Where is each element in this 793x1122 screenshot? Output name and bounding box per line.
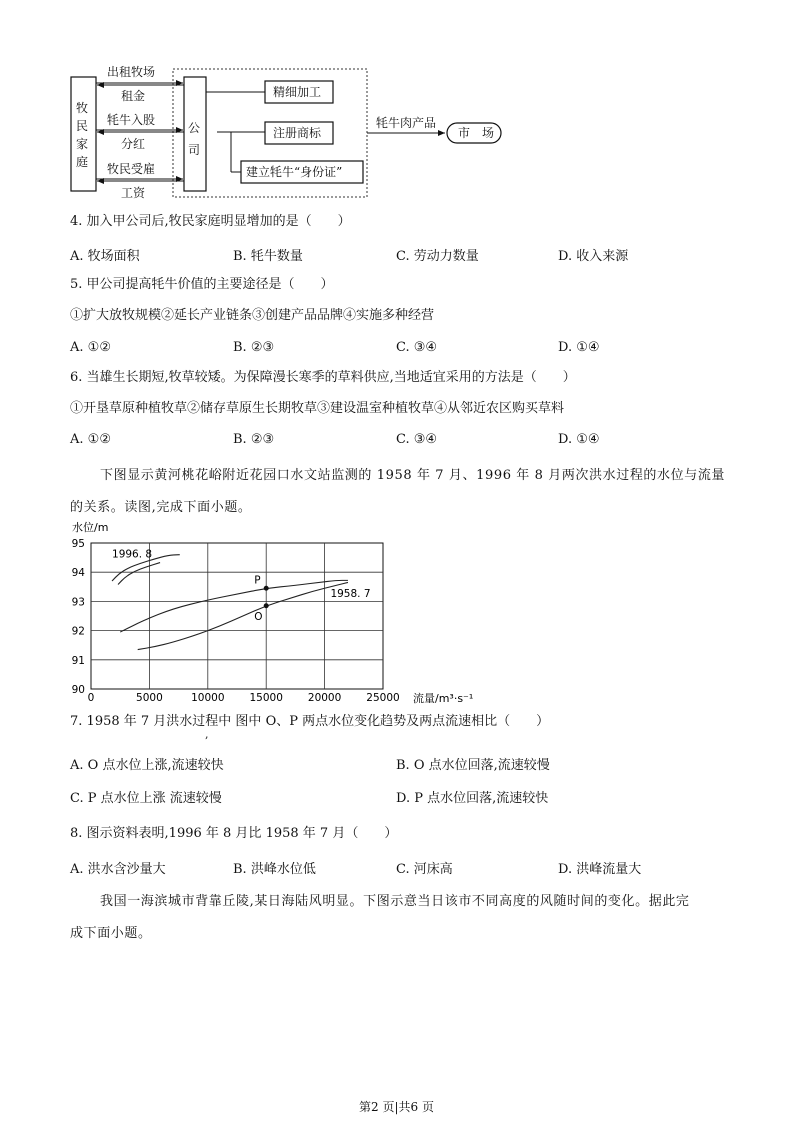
q7-option-b[interactable]: B. O 点水位回落,流速较慢 (396, 758, 550, 773)
passage-2-line-2: 成下面小题。 (70, 926, 152, 941)
q4-option-c[interactable]: C. 劳动力数量 (396, 249, 479, 264)
y-axis-label: 水位/m (72, 521, 109, 534)
q6-option-a[interactable]: A. ①② (70, 432, 111, 447)
q5-option-d[interactable]: D. ①④ (558, 340, 600, 355)
process-label-2: 注册商标 (273, 126, 322, 140)
q7-option-a[interactable]: A. O 点水位上涨,流速较快 (70, 758, 224, 773)
stage-discharge-chart (60, 518, 490, 708)
chart-svg (60, 518, 490, 708)
market-label: 市 场 (458, 126, 495, 140)
point-label-p: P (254, 574, 261, 587)
q4-option-a[interactable]: A. 牧场面积 (70, 249, 140, 264)
x-axis-label: 流量/m³·s⁻¹ (413, 692, 474, 705)
y-tick-label: 90 (71, 684, 85, 696)
label-wage: 工资 (121, 186, 146, 200)
household-label: 牧 民 家 庭 (76, 101, 89, 169)
q5-option-c[interactable]: C. ③④ (396, 340, 438, 355)
q6-option-d[interactable]: D. ①④ (558, 432, 600, 447)
q6-option-b[interactable]: B. ②③ (233, 432, 275, 447)
series-label-1958: 1958. 7 (330, 588, 371, 601)
question-6: 6. 当雄生长期短,牧草较矮。为保障漫长寒季的草料供应,当地适宜采用的方法是（ ） (70, 370, 576, 385)
product-label: 牦牛肉产品 (376, 116, 437, 130)
passage-1-line-2: 的关系。读图,完成下面小题。 (70, 500, 252, 515)
q7-option-d[interactable]: D. P 点水位回落,流速较快 (396, 791, 549, 806)
point-o (264, 603, 269, 608)
x-tick-label: 0 (87, 692, 95, 704)
q8-option-c[interactable]: C. 河床高 (396, 862, 453, 877)
question-6-stem: ①开垦草原种植牧草②储存草原生长期牧草③建设温室种植牧草④从邻近农区购买草料 (70, 401, 565, 416)
question-7: 7. 1958 年 7 月洪水过程中 图中 O、P 两点水位变化趋势及两点流速相比（ ） (70, 714, 550, 729)
stray-comma: , (205, 728, 209, 741)
passage-1-line-1: 下图显示黄河桃花峪附近花园口水文站监测的 1958 年 7 月、1996 年 8 月两次洪水过程的水位与流量 (100, 468, 726, 483)
question-8: 8. 图示资料表明,1996 年 8 月比 1958 年 7 月（ ） (70, 826, 398, 841)
label-employ: 牧民受雇 (107, 162, 156, 176)
series-line-2 (120, 580, 348, 632)
q8-option-b[interactable]: B. 洪峰水位低 (233, 862, 316, 877)
q4-option-d[interactable]: D. 收入来源 (558, 249, 629, 264)
q8-option-a[interactable]: A. 洪水含沙量大 (70, 862, 166, 877)
x-tick-label: 20000 (307, 692, 342, 704)
y-tick-label: 94 (71, 567, 85, 580)
passage-2-line-1: 我国一海滨城市背靠丘陵,某日海陆风明显。下图示意当日该市不同高度的风随时间的变化。据此完 (100, 894, 690, 909)
q8-option-d[interactable]: D. 洪峰流量大 (558, 862, 642, 877)
x-tick-label: 15000 (249, 692, 283, 704)
label-dividend: 分红 (121, 137, 146, 151)
label-lease: 出租牧场 (107, 65, 156, 79)
x-tick-label: 5000 (136, 692, 163, 704)
point-p (264, 586, 269, 591)
company-label: 公 司 (188, 121, 201, 157)
q5-option-b[interactable]: B. ②③ (233, 340, 275, 355)
question-4: 4. 加入甲公司后,牧民家庭明显增加的是（ ） (70, 214, 351, 229)
y-tick-label: 93 (71, 596, 85, 609)
point-label-o: O (254, 610, 263, 623)
y-tick-label: 92 (71, 625, 85, 638)
question-5: 5. 甲公司提高牦牛价值的主要途径是（ ） (70, 277, 334, 292)
x-tick-label: 25000 (366, 692, 400, 704)
label-shares: 牦牛入股 (107, 113, 156, 127)
q5-option-a[interactable]: A. ①② (70, 340, 111, 355)
series-label-1996: 1996. 8 (112, 548, 153, 561)
y-tick-label: 91 (71, 654, 85, 667)
q7-option-c[interactable]: C. P 点水位上涨 流速较慢 (70, 791, 222, 806)
process-label-3: 建立牦牛“身份证” (246, 165, 343, 179)
page-footer: 第2 页|共6 页 (359, 1100, 434, 1114)
q4-option-b[interactable]: B. 牦牛数量 (233, 249, 303, 264)
series-line-1b (118, 563, 160, 585)
q6-option-c[interactable]: C. ③④ (396, 432, 438, 447)
question-5-stem: ①扩大放牧规模②延长产业链条③创建产品品牌④实施多种经营 (70, 308, 435, 323)
x-tick-label: 10000 (191, 692, 225, 704)
flow-diagram (60, 60, 520, 200)
process-label-1: 精细加工 (273, 85, 322, 99)
y-tick-label: 95 (71, 538, 85, 550)
label-rent: 租金 (121, 89, 146, 103)
